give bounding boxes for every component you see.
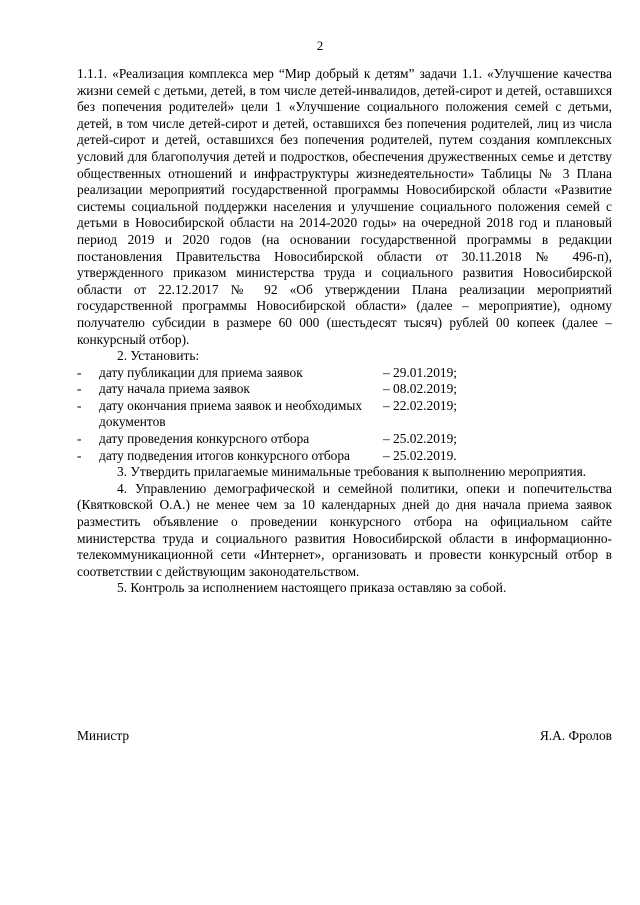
date-label: дату подведения итогов конкурсного отбора bbox=[99, 447, 351, 463]
document-body bbox=[77, 66, 612, 597]
date-row-publication bbox=[77, 365, 612, 382]
date-row-selection bbox=[77, 431, 612, 448]
date-value: – 08.02.2019; bbox=[383, 381, 458, 397]
paragraph-2-establish: 2. Установить: bbox=[117, 348, 200, 364]
paragraph-1-1-1: 1.1.1. «Реализация комплекса мер “Мир добрый к детям” задачи 1.1. «Улучшение качества жизни семей с детьми, детей, в том числе детей-инвалидов, детей-сирот и детей, оставшихся без попечения родителей» цели 1 «Улучшение социального положения семей с детьми, детей, в том числе детей-сирот и детей, оставшихся без попечения родителей, лиц из числа детей-сирот и детей, оставшихся без попечения родителей, путем создания комплексных условий для благополучия детей и подростков, обеспечения дружественных семье и детству общественных отношений и инфраструктуры жизнедеятельности» Таблицы № 3 Плана реализации мероприятий государственной программы Новосибирской области «Развитие системы социальной поддержки населения и улучшение социального положения семей с детьми в Новосибирской области на 2014-2020 годы» на очередной 2018 год и плановый период 2019 и 2020 годов (на основании государственной программы в редакции постановления Правительства Новосибирской области от 30.11.2018 № 496-п), утвержденного приказом министерства труда и социального развития Новосибирской области от 22.12.2017 № 92 «Об утверждении Плана реализации мероприятий государственной программы Новосибирской области» (далее – мероприятие), одному получателю субсидии в размере 60 000 (шестьдесят тысяч) рублей 00 копеек (далее – конкурсный отбор). bbox=[77, 66, 612, 347]
list-dash: - bbox=[77, 431, 82, 447]
date-value: – 25.02.2019. bbox=[383, 447, 457, 463]
date-value: – 22.02.2019; bbox=[383, 397, 458, 413]
date-label: дату начала приема заявок bbox=[99, 381, 250, 397]
list-dash: - bbox=[77, 447, 82, 463]
signature-block bbox=[77, 728, 612, 744]
date-value: – 25.02.2019; bbox=[383, 431, 458, 447]
page-number: 2 bbox=[316, 38, 324, 53]
date-label: дату проведения конкурсного отбора bbox=[99, 431, 310, 447]
dates-list bbox=[77, 365, 612, 465]
date-label: дату окончания приема заявок и необходимых документов bbox=[99, 397, 363, 430]
date-label: дату публикации для приема заявок bbox=[99, 364, 303, 380]
date-row-results bbox=[77, 448, 612, 465]
list-dash: - bbox=[77, 364, 82, 380]
signatory-name: Я.А. Фролов bbox=[539, 728, 612, 743]
date-row-end bbox=[77, 398, 612, 431]
list-dash: - bbox=[77, 397, 82, 413]
signatory-position: Министр bbox=[77, 728, 130, 743]
date-row-start bbox=[77, 381, 612, 398]
date-value: – 29.01.2019; bbox=[383, 364, 458, 380]
list-dash: - bbox=[77, 381, 82, 397]
paragraph-4-department: 4. Управлению демографической и семейной политики, опеки и попечительства (Квятковской О.А.) не менее чем за 10 календарных дней до дня начала приема заявок разместить объявление о проведении конкурсного отбора на официальном сайте министерства труда и социального развития Новосибирской области в информационно-телекоммуникационной сети «Интернет», организовать и провести конкурсный отбор в соответствии с действующим законодательством. bbox=[77, 480, 612, 579]
paragraph-5-control: 5. Контроль за исполнением настоящего приказа оставляю за собой. bbox=[117, 580, 507, 596]
paragraph-3-approve: 3. Утвердить прилагаемые минимальные требования к выполнению мероприятия. bbox=[117, 464, 587, 480]
